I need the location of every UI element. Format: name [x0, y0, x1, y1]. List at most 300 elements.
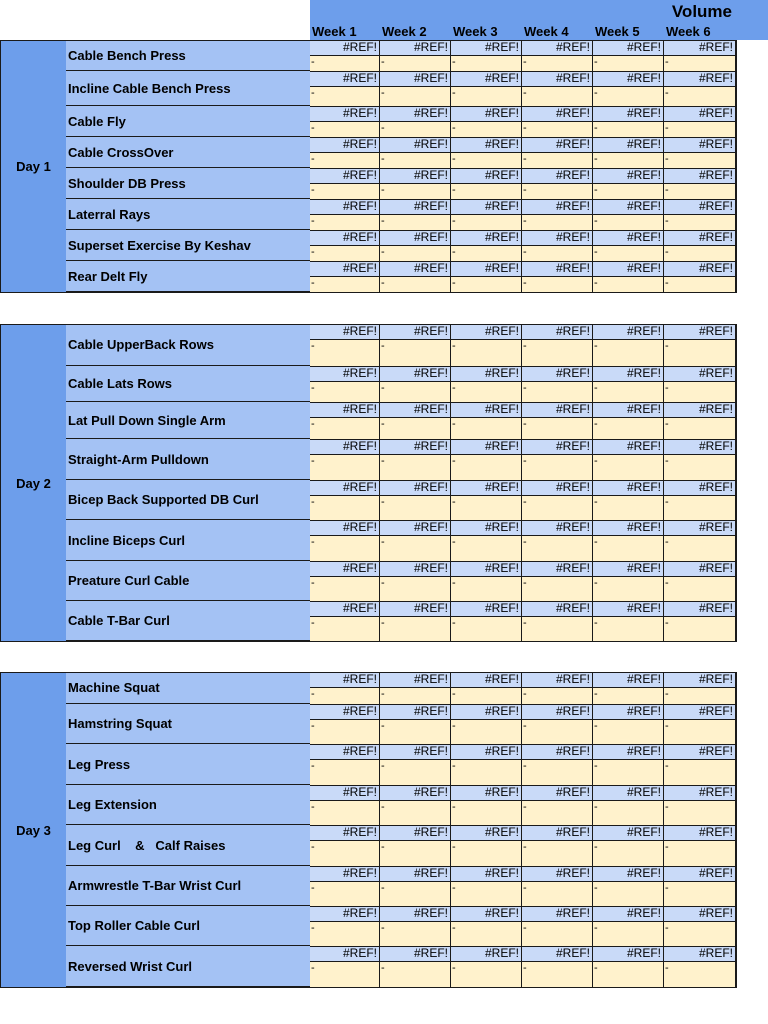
sub-value-cell[interactable]: - [380, 921, 451, 946]
volume-cell[interactable]: #REF! [451, 261, 522, 276]
sub-value-cell[interactable]: - [593, 759, 664, 785]
exercise-name-cell[interactable]: Superset Exercise By Keshav [66, 230, 310, 261]
volume-cell[interactable]: #REF! [310, 946, 380, 961]
volume-cell[interactable]: #REF! [522, 106, 593, 121]
sub-value-cell[interactable]: - [380, 961, 451, 987]
sub-value-cell[interactable]: - [593, 86, 664, 106]
sub-value-cell[interactable]: - [522, 417, 593, 439]
sub-value-cell[interactable]: - [664, 921, 736, 946]
sub-value-cell[interactable]: - [593, 881, 664, 906]
sub-value-cell[interactable]: - [593, 121, 664, 137]
volume-cell[interactable]: #REF! [593, 324, 664, 339]
day-label-cell[interactable]: Day 2 [0, 324, 67, 642]
sub-value-cell[interactable]: - [451, 616, 522, 641]
volume-cell[interactable]: #REF! [451, 366, 522, 381]
sub-value-cell[interactable]: - [593, 214, 664, 230]
sub-value-cell[interactable]: - [380, 417, 451, 439]
volume-cell[interactable]: #REF! [380, 520, 451, 535]
exercise-name-cell[interactable]: Cable CrossOver [66, 137, 310, 168]
exercise-name-cell[interactable]: Top Roller Cable Curl [66, 906, 310, 946]
volume-cell[interactable]: #REF! [522, 366, 593, 381]
volume-cell[interactable]: #REF! [593, 137, 664, 152]
volume-cell[interactable]: #REF! [380, 402, 451, 417]
sub-value-cell[interactable]: - [451, 881, 522, 906]
volume-cell[interactable]: #REF! [593, 71, 664, 86]
sub-value-cell[interactable]: - [380, 183, 451, 199]
exercise-name-cell[interactable]: Cable T-Bar Curl [66, 601, 310, 641]
sub-value-cell[interactable]: - [664, 86, 736, 106]
volume-cell[interactable]: #REF! [593, 520, 664, 535]
day-label-cell[interactable]: Day 3 [0, 672, 67, 988]
day-label-cell[interactable]: Day 1 [0, 40, 67, 293]
sub-value-cell[interactable]: - [380, 687, 451, 704]
sub-value-cell[interactable]: - [522, 214, 593, 230]
exercise-name-cell[interactable]: Incline Cable Bench Press [66, 71, 310, 106]
volume-cell[interactable]: #REF! [522, 520, 593, 535]
volume-cell[interactable]: #REF! [664, 402, 736, 417]
volume-cell[interactable]: #REF! [664, 137, 736, 152]
sub-value-cell[interactable]: - [451, 840, 522, 866]
sub-value-cell[interactable]: - [380, 245, 451, 261]
volume-cell[interactable]: #REF! [522, 480, 593, 495]
volume-cell[interactable]: #REF! [380, 672, 451, 687]
sub-value-cell[interactable]: - [522, 121, 593, 137]
sub-value-cell[interactable]: - [451, 381, 522, 402]
sub-value-cell[interactable]: - [593, 921, 664, 946]
volume-cell[interactable]: #REF! [380, 744, 451, 759]
volume-cell[interactable]: #REF! [451, 106, 522, 121]
volume-cell[interactable]: #REF! [593, 366, 664, 381]
sub-value-cell[interactable]: - [380, 576, 451, 601]
sub-value-cell[interactable]: - [664, 55, 736, 71]
sub-value-cell[interactable]: - [310, 535, 380, 561]
volume-cell[interactable]: #REF! [380, 480, 451, 495]
week-header-1[interactable]: Week 1 [310, 23, 380, 40]
sub-value-cell[interactable]: - [380, 339, 451, 366]
sub-value-cell[interactable]: - [451, 759, 522, 785]
volume-cell[interactable]: #REF! [522, 825, 593, 840]
sub-value-cell[interactable]: - [522, 616, 593, 641]
volume-cell[interactable]: #REF! [310, 137, 380, 152]
volume-cell[interactable]: #REF! [593, 704, 664, 719]
sub-value-cell[interactable]: - [451, 687, 522, 704]
sub-value-cell[interactable]: - [593, 276, 664, 292]
exercise-name-cell[interactable]: Rear Delt Fly [66, 261, 310, 292]
volume-cell[interactable]: #REF! [380, 137, 451, 152]
sub-value-cell[interactable]: - [380, 152, 451, 168]
sub-value-cell[interactable]: - [380, 381, 451, 402]
sub-value-cell[interactable]: - [451, 55, 522, 71]
sub-value-cell[interactable]: - [451, 454, 522, 480]
volume-cell[interactable]: #REF! [593, 561, 664, 576]
volume-cell[interactable]: #REF! [310, 561, 380, 576]
sub-value-cell[interactable]: - [664, 495, 736, 520]
sub-value-cell[interactable]: - [310, 759, 380, 785]
week-header-3[interactable]: Week 3 [451, 23, 522, 40]
volume-cell[interactable]: #REF! [310, 168, 380, 183]
sub-value-cell[interactable]: - [522, 961, 593, 987]
volume-cell[interactable]: #REF! [522, 785, 593, 800]
volume-cell[interactable]: #REF! [664, 601, 736, 616]
volume-cell[interactable]: #REF! [522, 137, 593, 152]
sub-value-cell[interactable]: - [522, 183, 593, 199]
sub-value-cell[interactable]: - [593, 535, 664, 561]
volume-cell[interactable]: #REF! [310, 744, 380, 759]
volume-cell[interactable]: #REF! [522, 230, 593, 245]
volume-cell[interactable]: #REF! [451, 71, 522, 86]
sub-value-cell[interactable]: - [310, 245, 380, 261]
volume-cell[interactable]: #REF! [310, 230, 380, 245]
volume-cell[interactable]: #REF! [522, 672, 593, 687]
volume-cell[interactable]: #REF! [451, 906, 522, 921]
volume-cell[interactable]: #REF! [593, 601, 664, 616]
volume-cell[interactable]: #REF! [380, 324, 451, 339]
exercise-name-cell[interactable]: Lat Pull Down Single Arm [66, 402, 310, 439]
volume-cell[interactable]: #REF! [451, 168, 522, 183]
sub-value-cell[interactable]: - [664, 616, 736, 641]
volume-cell[interactable]: #REF! [380, 601, 451, 616]
volume-cell[interactable]: #REF! [310, 672, 380, 687]
exercise-name-cell[interactable]: Leg Press [66, 744, 310, 785]
sub-value-cell[interactable]: - [664, 800, 736, 825]
sub-value-cell[interactable]: - [310, 417, 380, 439]
sub-value-cell[interactable]: - [664, 576, 736, 601]
volume-cell[interactable]: #REF! [451, 199, 522, 214]
volume-cell[interactable]: #REF! [310, 520, 380, 535]
volume-cell[interactable]: #REF! [664, 785, 736, 800]
sub-value-cell[interactable]: - [380, 840, 451, 866]
volume-cell[interactable]: #REF! [380, 785, 451, 800]
volume-cell[interactable]: #REF! [310, 480, 380, 495]
volume-cell[interactable]: #REF! [310, 199, 380, 214]
volume-cell[interactable]: #REF! [380, 261, 451, 276]
volume-cell[interactable]: #REF! [380, 704, 451, 719]
volume-cell[interactable]: #REF! [310, 261, 380, 276]
volume-cell[interactable]: #REF! [593, 261, 664, 276]
sub-value-cell[interactable]: - [451, 961, 522, 987]
sub-value-cell[interactable]: - [593, 245, 664, 261]
volume-cell[interactable]: #REF! [593, 230, 664, 245]
sub-value-cell[interactable]: - [593, 339, 664, 366]
sub-value-cell[interactable]: - [593, 687, 664, 704]
volume-cell[interactable]: #REF! [310, 402, 380, 417]
sub-value-cell[interactable]: - [310, 495, 380, 520]
volume-cell[interactable]: #REF! [593, 168, 664, 183]
volume-cell[interactable]: #REF! [593, 785, 664, 800]
volume-cell[interactable]: #REF! [310, 601, 380, 616]
sub-value-cell[interactable]: - [664, 276, 736, 292]
exercise-name-cell[interactable]: Preature Curl Cable [66, 561, 310, 601]
sub-value-cell[interactable]: - [593, 55, 664, 71]
volume-cell[interactable]: #REF! [310, 785, 380, 800]
sub-value-cell[interactable]: - [380, 881, 451, 906]
volume-cell[interactable]: #REF! [380, 230, 451, 245]
sub-value-cell[interactable]: - [380, 495, 451, 520]
volume-cell[interactable]: #REF! [664, 106, 736, 121]
volume-cell[interactable]: #REF! [593, 906, 664, 921]
volume-title[interactable]: Volume [671, 2, 732, 21]
sub-value-cell[interactable]: - [593, 495, 664, 520]
exercise-name-cell[interactable]: Bicep Back Supported DB Curl [66, 480, 310, 520]
sub-value-cell[interactable]: - [451, 152, 522, 168]
volume-cell[interactable]: #REF! [310, 825, 380, 840]
sub-value-cell[interactable]: - [664, 245, 736, 261]
sub-value-cell[interactable]: - [522, 576, 593, 601]
sub-value-cell[interactable]: - [310, 276, 380, 292]
volume-cell[interactable]: #REF! [380, 168, 451, 183]
volume-cell[interactable]: #REF! [451, 866, 522, 881]
sub-value-cell[interactable]: - [310, 576, 380, 601]
volume-cell[interactable]: #REF! [522, 561, 593, 576]
sub-value-cell[interactable]: - [451, 921, 522, 946]
volume-cell[interactable]: #REF! [664, 561, 736, 576]
sub-value-cell[interactable]: - [522, 881, 593, 906]
exercise-name-cell[interactable]: Machine Squat [66, 672, 310, 704]
sub-value-cell[interactable]: - [310, 86, 380, 106]
volume-cell[interactable]: #REF! [593, 744, 664, 759]
sub-value-cell[interactable]: - [451, 276, 522, 292]
volume-cell[interactable]: #REF! [380, 366, 451, 381]
volume-cell[interactable]: #REF! [664, 230, 736, 245]
sub-value-cell[interactable]: - [593, 454, 664, 480]
sub-value-cell[interactable]: - [593, 616, 664, 641]
exercise-name-cell[interactable]: Reversed Wrist Curl [66, 946, 310, 987]
volume-cell[interactable]: #REF! [451, 946, 522, 961]
exercise-name-cell[interactable]: Cable Bench Press [66, 40, 310, 71]
sub-value-cell[interactable]: - [522, 759, 593, 785]
sub-value-cell[interactable]: - [664, 687, 736, 704]
volume-cell[interactable]: #REF! [664, 744, 736, 759]
sub-value-cell[interactable]: - [310, 214, 380, 230]
exercise-name-cell[interactable]: Cable UpperBack Rows [66, 324, 310, 366]
volume-cell[interactable]: #REF! [380, 825, 451, 840]
volume-cell[interactable]: #REF! [310, 71, 380, 86]
sub-value-cell[interactable]: - [380, 276, 451, 292]
sub-value-cell[interactable]: - [593, 719, 664, 744]
sub-value-cell[interactable]: - [380, 719, 451, 744]
exercise-name-cell[interactable]: Hamstring Squat [66, 704, 310, 744]
sub-value-cell[interactable]: - [451, 245, 522, 261]
volume-cell[interactable]: #REF! [593, 825, 664, 840]
sub-value-cell[interactable]: - [522, 687, 593, 704]
sub-value-cell[interactable]: - [451, 86, 522, 106]
volume-cell[interactable]: #REF! [451, 672, 522, 687]
volume-cell[interactable]: #REF! [451, 601, 522, 616]
volume-cell[interactable]: #REF! [380, 40, 451, 55]
volume-cell[interactable]: #REF! [522, 439, 593, 454]
sub-value-cell[interactable]: - [380, 86, 451, 106]
sub-value-cell[interactable]: - [522, 800, 593, 825]
week-header-6[interactable]: Week 6 [664, 23, 736, 40]
sub-value-cell[interactable]: - [664, 214, 736, 230]
sub-value-cell[interactable]: - [310, 183, 380, 199]
volume-cell[interactable]: #REF! [451, 40, 522, 55]
volume-cell[interactable]: #REF! [664, 71, 736, 86]
sub-value-cell[interactable]: - [664, 152, 736, 168]
sub-value-cell[interactable]: - [593, 183, 664, 199]
exercise-name-cell[interactable]: Incline Biceps Curl [66, 520, 310, 561]
volume-cell[interactable]: #REF! [380, 71, 451, 86]
volume-cell[interactable]: #REF! [664, 866, 736, 881]
sub-value-cell[interactable]: - [664, 719, 736, 744]
volume-cell[interactable]: #REF! [664, 324, 736, 339]
volume-cell[interactable]: #REF! [451, 785, 522, 800]
volume-cell[interactable]: #REF! [522, 744, 593, 759]
volume-cell[interactable]: #REF! [522, 168, 593, 183]
sub-value-cell[interactable]: - [310, 121, 380, 137]
exercise-name-cell[interactable]: Cable Lats Rows [66, 366, 310, 402]
volume-cell[interactable]: #REF! [522, 601, 593, 616]
sub-value-cell[interactable]: - [522, 840, 593, 866]
volume-cell[interactable]: #REF! [664, 704, 736, 719]
sub-value-cell[interactable]: - [380, 454, 451, 480]
sub-value-cell[interactable]: - [380, 121, 451, 137]
volume-cell[interactable]: #REF! [310, 439, 380, 454]
volume-cell[interactable]: #REF! [522, 40, 593, 55]
volume-cell[interactable]: #REF! [310, 106, 380, 121]
volume-cell[interactable]: #REF! [593, 106, 664, 121]
volume-cell[interactable]: #REF! [380, 946, 451, 961]
sub-value-cell[interactable]: - [451, 535, 522, 561]
volume-cell[interactable]: #REF! [522, 866, 593, 881]
week-header-4[interactable]: Week 4 [522, 23, 593, 40]
volume-cell[interactable]: #REF! [310, 40, 380, 55]
volume-cell[interactable]: #REF! [451, 402, 522, 417]
sub-value-cell[interactable]: - [310, 961, 380, 987]
sub-value-cell[interactable]: - [451, 121, 522, 137]
volume-cell[interactable]: #REF! [310, 704, 380, 719]
exercise-name-cell[interactable]: Armwrestle T-Bar Wrist Curl [66, 866, 310, 906]
volume-cell[interactable]: #REF! [451, 439, 522, 454]
volume-cell[interactable]: #REF! [310, 324, 380, 339]
sub-value-cell[interactable]: - [522, 719, 593, 744]
sub-value-cell[interactable]: - [310, 719, 380, 744]
sub-value-cell[interactable]: - [380, 214, 451, 230]
volume-cell[interactable]: #REF! [522, 199, 593, 214]
volume-cell[interactable]: #REF! [522, 704, 593, 719]
sub-value-cell[interactable]: - [380, 55, 451, 71]
exercise-name-cell[interactable]: Laterral Rays [66, 199, 310, 230]
volume-cell[interactable]: #REF! [451, 230, 522, 245]
sub-value-cell[interactable]: - [593, 417, 664, 439]
volume-cell[interactable]: #REF! [451, 480, 522, 495]
volume-cell[interactable]: #REF! [522, 946, 593, 961]
sub-value-cell[interactable]: - [522, 921, 593, 946]
volume-cell[interactable]: #REF! [380, 106, 451, 121]
sub-value-cell[interactable]: - [664, 454, 736, 480]
sub-value-cell[interactable]: - [664, 183, 736, 199]
sub-value-cell[interactable]: - [664, 840, 736, 866]
sub-value-cell[interactable]: - [451, 495, 522, 520]
volume-cell[interactable]: #REF! [664, 168, 736, 183]
volume-cell[interactable]: #REF! [451, 561, 522, 576]
volume-cell[interactable]: #REF! [593, 946, 664, 961]
sub-value-cell[interactable]: - [451, 417, 522, 439]
volume-cell[interactable]: #REF! [451, 520, 522, 535]
sub-value-cell[interactable]: - [310, 840, 380, 866]
volume-cell[interactable]: #REF! [451, 744, 522, 759]
sub-value-cell[interactable]: - [310, 687, 380, 704]
sub-value-cell[interactable]: - [380, 759, 451, 785]
sub-value-cell[interactable]: - [451, 800, 522, 825]
volume-cell[interactable]: #REF! [593, 40, 664, 55]
sub-value-cell[interactable]: - [451, 719, 522, 744]
sub-value-cell[interactable]: - [310, 381, 380, 402]
volume-cell[interactable]: #REF! [310, 366, 380, 381]
sub-value-cell[interactable]: - [593, 152, 664, 168]
exercise-name-cell[interactable]: Leg Extension [66, 785, 310, 825]
volume-cell[interactable]: #REF! [664, 946, 736, 961]
volume-cell[interactable]: #REF! [664, 366, 736, 381]
volume-cell[interactable]: #REF! [310, 906, 380, 921]
exercise-name-cell[interactable]: Shoulder DB Press [66, 168, 310, 199]
volume-cell[interactable]: #REF! [664, 906, 736, 921]
volume-cell[interactable]: #REF! [664, 439, 736, 454]
sub-value-cell[interactable]: - [593, 381, 664, 402]
sub-value-cell[interactable]: - [522, 55, 593, 71]
volume-cell[interactable]: #REF! [310, 866, 380, 881]
volume-cell[interactable]: #REF! [522, 71, 593, 86]
volume-cell[interactable]: #REF! [380, 906, 451, 921]
sub-value-cell[interactable]: - [664, 759, 736, 785]
sub-value-cell[interactable]: - [310, 616, 380, 641]
volume-cell[interactable]: #REF! [451, 704, 522, 719]
sub-value-cell[interactable]: - [593, 800, 664, 825]
volume-cell[interactable]: #REF! [522, 261, 593, 276]
sub-value-cell[interactable]: - [593, 840, 664, 866]
sub-value-cell[interactable]: - [522, 86, 593, 106]
sub-value-cell[interactable]: - [310, 921, 380, 946]
volume-cell[interactable]: #REF! [522, 324, 593, 339]
volume-cell[interactable]: #REF! [664, 672, 736, 687]
week-header-2[interactable]: Week 2 [380, 23, 451, 40]
sub-value-cell[interactable]: - [522, 152, 593, 168]
exercise-name-cell[interactable]: Cable Fly [66, 106, 310, 137]
volume-cell[interactable]: #REF! [664, 480, 736, 495]
sub-value-cell[interactable]: - [522, 276, 593, 292]
volume-cell[interactable]: #REF! [664, 199, 736, 214]
volume-cell[interactable]: #REF! [664, 520, 736, 535]
sub-value-cell[interactable]: - [522, 495, 593, 520]
volume-cell[interactable]: #REF! [664, 40, 736, 55]
sub-value-cell[interactable]: - [593, 576, 664, 601]
sub-value-cell[interactable]: - [310, 55, 380, 71]
volume-cell[interactable]: #REF! [593, 480, 664, 495]
sub-value-cell[interactable]: - [310, 800, 380, 825]
sub-value-cell[interactable]: - [664, 881, 736, 906]
sub-value-cell[interactable]: - [664, 535, 736, 561]
volume-cell[interactable]: #REF! [380, 561, 451, 576]
sub-value-cell[interactable]: - [380, 616, 451, 641]
volume-cell[interactable]: #REF! [593, 866, 664, 881]
volume-cell[interactable]: #REF! [522, 402, 593, 417]
sub-value-cell[interactable]: - [380, 535, 451, 561]
sub-value-cell[interactable]: - [451, 339, 522, 366]
sub-value-cell[interactable]: - [451, 576, 522, 601]
sub-value-cell[interactable]: - [310, 152, 380, 168]
sub-value-cell[interactable]: - [380, 800, 451, 825]
volume-cell[interactable]: #REF! [664, 261, 736, 276]
sub-value-cell[interactable]: - [664, 961, 736, 987]
exercise-name-cell[interactable]: Leg Curl & Calf Raises [66, 825, 310, 866]
sub-value-cell[interactable]: - [310, 881, 380, 906]
volume-cell[interactable]: #REF! [451, 825, 522, 840]
sub-value-cell[interactable]: - [664, 417, 736, 439]
sub-value-cell[interactable]: - [522, 245, 593, 261]
sub-value-cell[interactable]: - [664, 121, 736, 137]
sub-value-cell[interactable]: - [451, 214, 522, 230]
sub-value-cell[interactable]: - [522, 454, 593, 480]
